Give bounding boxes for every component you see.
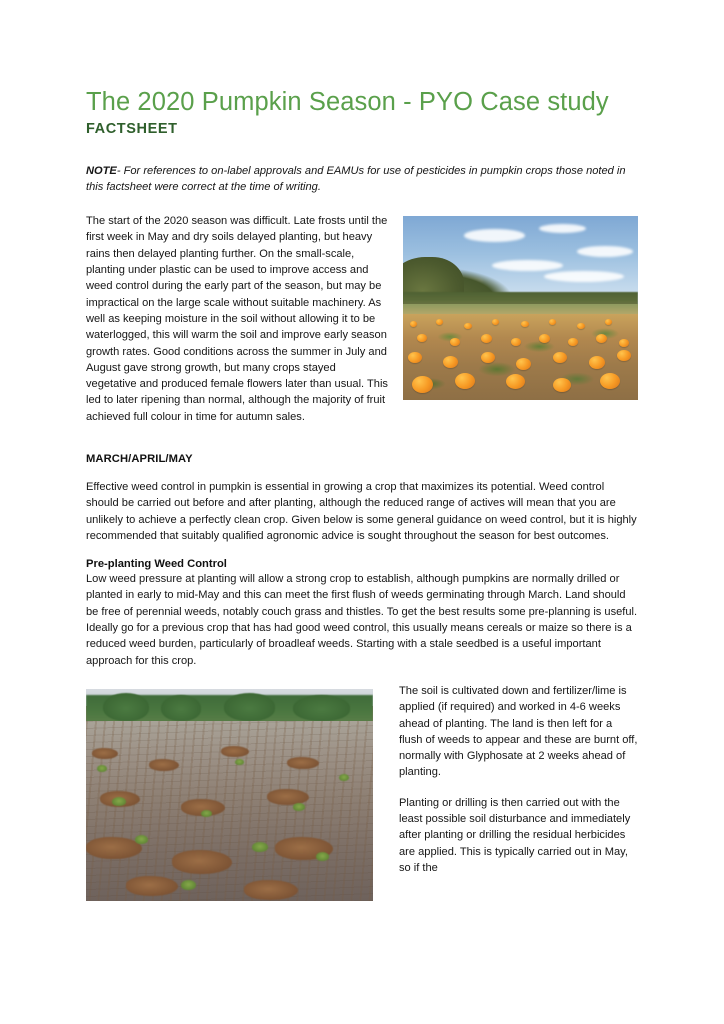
pumpkin bbox=[516, 358, 531, 370]
pumpkin bbox=[577, 323, 585, 329]
cultivation-paragraph-1: The soil is cultivated down and fertilizer/lime is applied (if required) and worked in 4-6 weeks ahead of planting. The land is then left for a flush of weeds to appear and these are burnt off, normally with Glyphosate at 2 weeks ahead of planting. bbox=[399, 684, 638, 779]
hedge-bush bbox=[224, 693, 276, 721]
cloud-shape bbox=[577, 246, 633, 257]
document-subtitle: FACTSHEET bbox=[86, 120, 178, 137]
pumpkin bbox=[408, 352, 422, 363]
note-text: - For references to on-label approvals and EAMUs for use of pesticides in pumpkin crops those noted in this factsheet were correct at the time of writing. bbox=[86, 164, 626, 193]
green-shoot bbox=[316, 852, 329, 861]
green-shoot bbox=[181, 880, 196, 890]
subsection-paragraph-pre-planting: Low weed pressure at planting will allow a strong crop to establish, although pumpkins are normally drilled or planted in early to mid-May and this can meet the first flush of weeds germinating through March. Land should be free of perennial weeds, notably couch grass and thistles. To get the best results some pre-planning is useful. Ideally go for a previous crop that has had good weed control, this usually means cereals or maize so there is a reduced weed burden, particularly of broadleaf weeds. Starting with a stale seedbed is a useful important approach for this crop. bbox=[86, 573, 638, 667]
intro-block bbox=[86, 213, 638, 439]
dead-weed-patch bbox=[172, 850, 232, 874]
note-paragraph bbox=[86, 163, 638, 196]
hedge-bush bbox=[103, 693, 149, 721]
dead-weed-patch bbox=[149, 759, 179, 771]
green-shoot bbox=[235, 759, 244, 765]
pumpkin bbox=[589, 356, 605, 369]
pumpkin bbox=[410, 321, 417, 327]
green-shoot bbox=[112, 797, 126, 806]
document-content bbox=[86, 88, 638, 907]
intro-paragraph: The start of the 2020 season was difficult. Late frosts until the first week in May and dry soils delayed planting, but heavy rains then delayed planting further. On the small-scale, planting under plastic can be used to improve access and weed control during the early part of the season, but may be impractical on the large scale without suitable machinery. As well as keeping moisture in the soil without allowing it to be waterlogged, this will warm the soil and improve early season growth rates. Good conditions across the summer in July and August gave strong growth, but many crops stayed vegetative and produced female flowers later than usual. This led to later ripening than normal, although the majority of fruit achieved full colour in time for autumn sales. bbox=[86, 215, 388, 423]
pumpkin bbox=[481, 334, 492, 343]
cloud-shape bbox=[464, 229, 525, 242]
pumpkin bbox=[443, 356, 458, 368]
pumpkin bbox=[481, 352, 495, 363]
green-shoot bbox=[135, 835, 148, 844]
dead-weed-patch bbox=[86, 837, 142, 859]
dead-weed-patch bbox=[244, 880, 298, 900]
dead-weed-patch bbox=[287, 757, 319, 769]
section-heading-march-april-may: MARCH/APRIL/MAY bbox=[86, 453, 193, 465]
dead-weed-patch bbox=[92, 748, 118, 759]
pumpkin bbox=[450, 338, 460, 346]
pumpkin-field-photo bbox=[403, 216, 638, 400]
green-shoot bbox=[252, 842, 268, 852]
dead-weed-patch bbox=[221, 746, 249, 757]
page-title: The 2020 Pumpkin Season - PYO Case study bbox=[86, 88, 609, 116]
dead-weed-patch bbox=[126, 876, 178, 896]
pumpkin bbox=[600, 373, 620, 389]
note-block bbox=[86, 163, 638, 196]
green-shoot bbox=[201, 810, 212, 817]
green-shoot bbox=[339, 774, 349, 781]
subsection-heading-pre-planting: Pre-planting Weed Control bbox=[86, 558, 227, 571]
pumpkin bbox=[417, 334, 427, 342]
pumpkin bbox=[455, 373, 475, 389]
spacer bbox=[86, 439, 638, 453]
cultivation-block bbox=[86, 683, 638, 907]
cloud-shape bbox=[539, 224, 586, 233]
note-label: NOTE bbox=[86, 164, 117, 177]
pumpkin bbox=[568, 338, 578, 346]
pumpkin bbox=[596, 334, 607, 343]
pumpkin bbox=[511, 338, 521, 346]
pumpkin bbox=[464, 323, 472, 329]
burnt-off-field-photo bbox=[86, 689, 373, 901]
pumpkin bbox=[521, 321, 529, 327]
dead-weed-patch bbox=[267, 789, 309, 805]
section-paragraph-weed-control: Effective weed control in pumpkin is essential in growing a crop that maximizes its potential. Weed control should be carried out before and after planting, although the reduced range of actives will mean that you are unlikely to achieve a perfectly clean crop. Given below is some general guidance on weed control, but it is highly recommended that suitably qualified agronomic advice is sought throughout the season for best outcomes. bbox=[86, 481, 637, 542]
cultivation-paragraph-2: Planting or drilling is then carried out with the least possible soil disturbance and immediately after planting or drilling the residual herbicides are applied. This is typically carried out in May, so if the bbox=[399, 796, 631, 874]
green-shoot bbox=[293, 803, 305, 811]
hedge-bush bbox=[161, 695, 201, 720]
pumpkin bbox=[549, 319, 556, 325]
hedge-bush bbox=[293, 695, 350, 720]
